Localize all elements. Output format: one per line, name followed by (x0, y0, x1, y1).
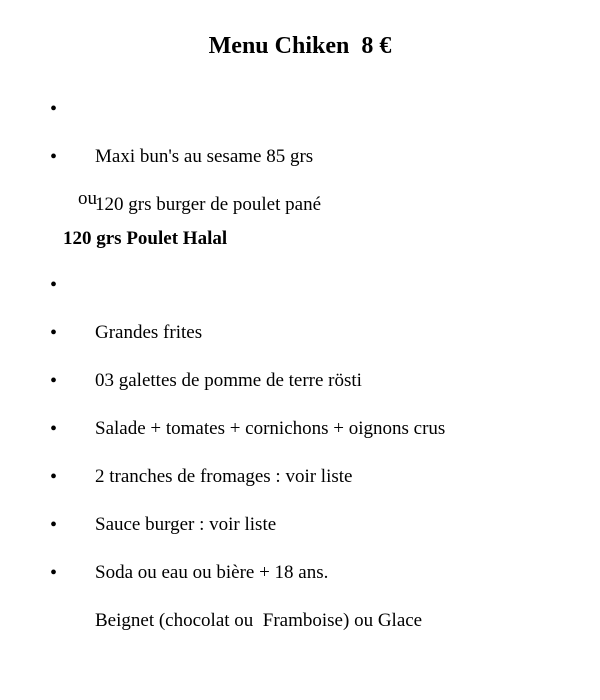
bullet-icon: • (50, 514, 58, 536)
menu-item-label: Salade + tomates + cornichons + oignons crus (95, 418, 446, 439)
menu-item-label: Sauce burger : voir liste (95, 514, 277, 535)
bullet-icon: • (50, 562, 58, 584)
menu-item-label: Maxi bun's au sesame 85 grs (95, 146, 314, 167)
menu-item-label: Soda ou eau ou bière + 18 ans. (95, 562, 329, 583)
menu-item-label: 120 grs burger de poulet pané (95, 194, 322, 215)
bullet-icon: • (50, 418, 58, 440)
bullet-icon: • (50, 370, 58, 392)
bullet-icon: • (50, 466, 58, 488)
bullet-icon: • (50, 146, 58, 168)
menu-item-label: 2 tranches de fromages : voir liste (95, 466, 353, 487)
bullet-icon: • (50, 98, 58, 120)
menu-item-label: Grandes frites (95, 322, 203, 343)
bullet-icon: • (50, 274, 58, 296)
alternative-separator: ou (78, 188, 97, 209)
menu-item-label: 03 galettes de pomme de terre rösti (95, 370, 362, 391)
menu-item-label: Beignet (chocolat ou Framboise) ou Glace (95, 610, 423, 631)
menu-item-dessert (50, 561, 422, 657)
menu-title: Menu Chiken 8 € (208, 33, 392, 59)
bullet-icon: • (50, 322, 58, 344)
alternative-halal-item: 120 grs Poulet Halal (63, 228, 228, 249)
